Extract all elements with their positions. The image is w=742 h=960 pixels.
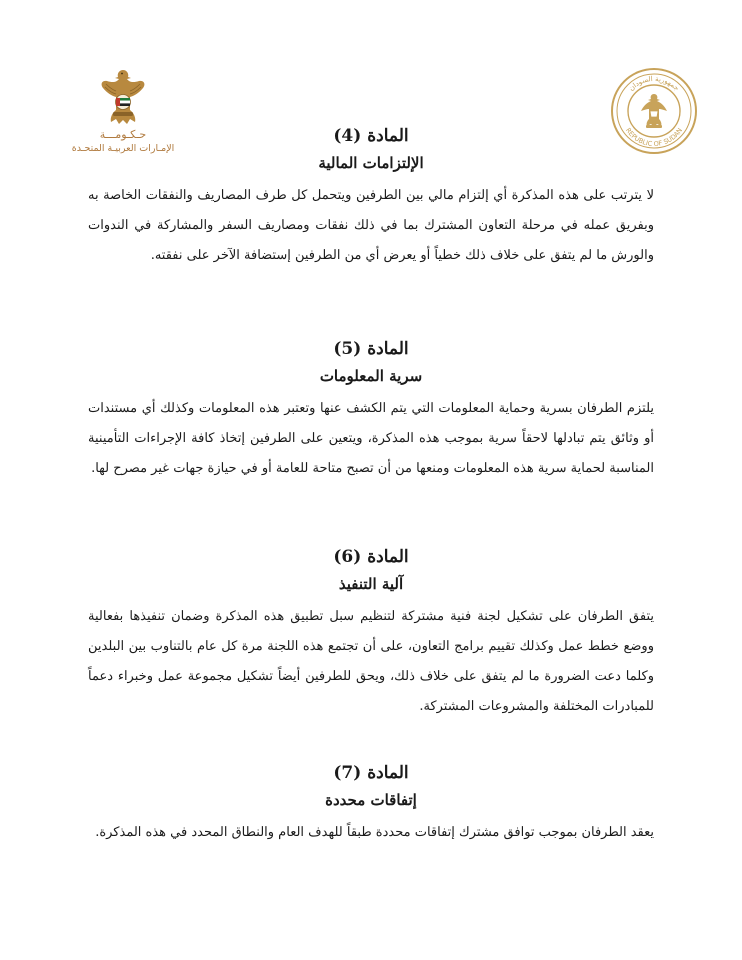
article-body: لا يترتب على هذه المذكرة أي إلتزام مالي بين الطرفين ويتحمل كل طرف المصاريف والنفقات الخاصة به وبفريق عمله في مرحلة التعاون المشترك بما في ذلك نفقات ومصاريف السفر والمشاركة في الندوات والورش ما لم يتفق على خلاف ذلك خطياً أو يعرض أي من الطرفين إستضافة الآخر على نفقته. (88, 188, 654, 263)
article-title: سرية المعلومات (319, 367, 423, 385)
article-body: يلتزم الطرفان بسرية وحماية المعلومات التي يتم الكشف عنها وتعتبر هذه المعلومات وكذلك أي مستندات أو وثائق يتم تبادلها لاحقاً سرية بموجب هذه المذكرة، ويتعين على الطرفين إتخاذ كافة الإجراءات التأمينية المناسبة لحماية سرية هذه المعلومات ومنعها من أن تصبح متاحة للعامة أو في حيازة جهات غير مصرح لها. (88, 401, 654, 476)
article-number: المادة (5) (333, 339, 409, 359)
article-body: يعقد الطرفان بموجب توافق مشترك إتفاقات محددة طبقاً للهدف العام والنطاق المحدد في هذه المذكرة. (95, 825, 654, 840)
seal-bottom-text: REPUBLIC OF SUDAN (623, 126, 685, 149)
article-6 (88, 546, 654, 722)
article-5 (88, 338, 654, 484)
article-number: المادة (6) (333, 547, 409, 567)
article-title: آلية التنفيذ (338, 575, 404, 593)
article-number: المادة (7) (333, 763, 409, 783)
article-title: إتفاقات محددة (325, 791, 417, 809)
falcon-emblem-icon (98, 66, 148, 128)
article-title: الإلتزامات المالية (318, 154, 424, 172)
article-7 (88, 762, 654, 848)
emblem-caption-uae: الإمـارات العربيـة المتحـدة (71, 143, 175, 154)
secretary-bird-icon (641, 94, 667, 128)
emblem-caption-government: حـكـومـــة (99, 128, 147, 141)
seal-top-text: جمهورية السودان (627, 74, 681, 93)
article-number: المادة (4) (333, 126, 409, 146)
svg-text:جمهورية السودان (627, 75, 680, 93)
article-body: يتفق الطرفان على تشكيل لجنة فنية مشتركة لتنظيم سبل تطبيق هذه المذكرة وضمان تنفيذها بفعالية ووضع خطط عمل وكذلك تقييم برامج التعاون، على أن تجتمع هذه اللجنة مرة كل عام بالتناوب بين البلدين وكلما دعت الضرورة ما لم يتفق على خلاف ذلك، ويحق للطرفين أيضاً تشكيل مجموعة عمل وخبراء دعماً للمبادرات المختلفة والمشروعات المشتركة. (88, 609, 654, 714)
article-4 (88, 125, 654, 271)
